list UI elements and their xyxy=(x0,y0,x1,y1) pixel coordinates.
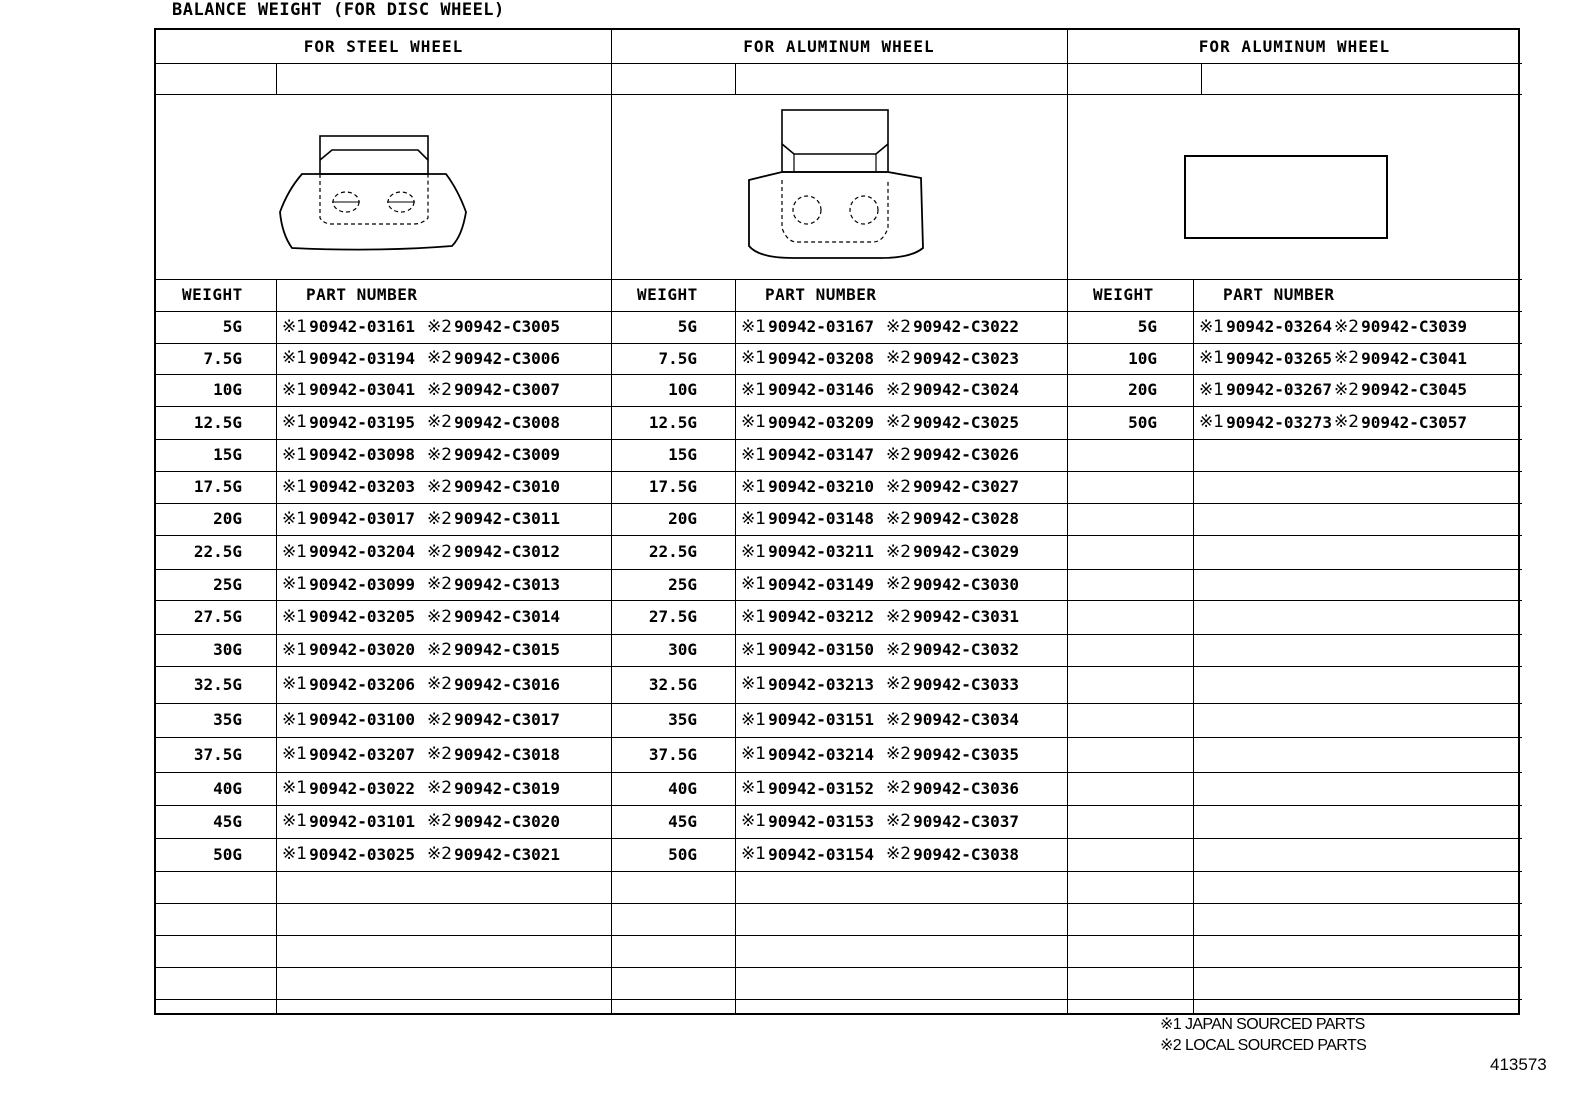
local-part-number: 90942-C3033 xyxy=(913,674,1020,694)
grid-hline xyxy=(156,871,1522,872)
japan-source-mark: ※1 xyxy=(741,541,767,562)
local-part-number: 90942-C3045 xyxy=(1361,380,1468,399)
japan-source-mark: ※1 xyxy=(282,639,308,660)
local-part-number: 90942-C3013 xyxy=(454,574,561,594)
japan-part-number: 90942-03267 xyxy=(1226,380,1333,399)
weight-value: 45G xyxy=(668,811,697,831)
part-number-cell xyxy=(282,406,560,439)
weight-value: 25G xyxy=(213,574,242,594)
part-number-cell xyxy=(741,439,1019,471)
local-source-mark: ※2 xyxy=(886,709,912,730)
document-title: BALANCE WEIGHT (FOR DISC WHEEL) xyxy=(172,0,505,20)
weight-value: 12.5G xyxy=(648,412,697,432)
local-part-number: 90942-C3057 xyxy=(1361,412,1468,432)
weight-value: 7.5G xyxy=(203,348,242,368)
weight-value: 50G xyxy=(213,844,242,864)
local-source-mark: ※2 xyxy=(427,508,453,529)
part-number-cell xyxy=(282,666,560,703)
part-number-cell xyxy=(741,772,1019,805)
local-source-mark: ※2 xyxy=(427,379,453,400)
japan-source-mark: ※1 xyxy=(741,316,767,337)
weight-value: 35G xyxy=(668,710,697,729)
weight-value: 22.5G xyxy=(648,542,697,561)
part-number-column-header: PART NUMBER xyxy=(765,285,877,304)
japan-part-number: 90942-03148 xyxy=(768,509,875,528)
weight-value: 22.5G xyxy=(193,542,242,561)
weight-value: 7.5G xyxy=(658,348,697,368)
local-part-number: 90942-C3023 xyxy=(913,348,1020,368)
japan-source-mark: ※1 xyxy=(741,574,767,594)
local-part-number: 90942-C3038 xyxy=(913,844,1020,864)
japan-part-number: 90942-03101 xyxy=(309,811,416,831)
weight-value: 25G xyxy=(668,574,697,594)
local-source-mark: ※2 xyxy=(886,348,912,368)
japan-source-mark: ※1 xyxy=(741,674,767,694)
local-source-mark: ※2 xyxy=(427,412,453,432)
part-number-cell xyxy=(741,503,1019,535)
japan-source-mark: ※1 xyxy=(741,639,767,660)
adhesive-weight-rectangle-icon xyxy=(1067,94,1522,279)
local-part-number: 90942-C3026 xyxy=(913,445,1020,464)
part-number-cell xyxy=(282,535,560,569)
local-part-number: 90942-C3035 xyxy=(913,744,1020,764)
weight-value: 17.5G xyxy=(648,477,697,496)
section-heading: FOR ALUMINUM WHEEL xyxy=(1198,36,1391,56)
japan-source-mark: ※1 xyxy=(282,709,308,730)
part-number-cell xyxy=(741,805,1019,838)
weight-value: 45G xyxy=(213,811,242,831)
part-number-cell xyxy=(741,703,1019,737)
weight-value: 15G xyxy=(668,445,697,464)
part-number-cell xyxy=(741,406,1019,439)
grid-vline xyxy=(276,63,277,94)
local-source-mark: ※2 xyxy=(427,778,453,798)
japan-source-mark: ※1 xyxy=(282,444,308,465)
steel-wheel-clip-weight-icon xyxy=(156,94,611,279)
japan-source-mark: ※1 xyxy=(741,778,767,798)
japan-part-number: 90942-03150 xyxy=(768,640,875,659)
japan-part-number: 90942-03099 xyxy=(309,574,416,594)
figure-id: 413573 xyxy=(1490,1055,1547,1074)
japan-part-number: 90942-03100 xyxy=(309,710,416,729)
japan-source-mark: ※1 xyxy=(1199,348,1225,368)
local-part-number: 90942-C3010 xyxy=(454,477,561,496)
japan-source-mark: ※1 xyxy=(282,316,308,337)
local-source-mark: ※2 xyxy=(427,476,453,497)
grid-vline xyxy=(735,63,736,94)
part-number-cell xyxy=(741,600,1019,634)
local-source-mark: ※2 xyxy=(886,444,912,465)
japan-source-mark: ※1 xyxy=(741,412,767,432)
japan-part-number: 90942-03161 xyxy=(309,317,416,336)
part-number-cell xyxy=(1199,374,1467,406)
weight-value: 20G xyxy=(213,509,242,528)
local-part-number: 90942-C3018 xyxy=(454,744,561,764)
local-part-number: 90942-C3005 xyxy=(454,317,561,336)
part-number-cell xyxy=(741,471,1019,503)
local-source-mark: ※2 xyxy=(886,811,912,831)
local-source-mark: ※2 xyxy=(886,508,912,529)
local-source-mark: ※2 xyxy=(427,541,453,562)
local-source-mark: ※2 xyxy=(886,476,912,497)
japan-source-mark: ※1 xyxy=(741,444,767,465)
japan-part-number: 90942-03194 xyxy=(309,348,416,368)
grid-vline xyxy=(276,279,277,1015)
local-source-mark: ※2 xyxy=(1334,379,1360,400)
japan-source-mark: ※1 xyxy=(741,379,767,400)
japan-part-number: 90942-03151 xyxy=(768,710,875,729)
japan-source-mark: ※1 xyxy=(741,744,767,764)
balance-weight-table xyxy=(154,28,1520,1015)
weight-value: 5G xyxy=(1137,317,1157,336)
part-number-cell xyxy=(282,439,560,471)
japan-source-mark: ※1 xyxy=(282,574,308,594)
weight-value: 27.5G xyxy=(648,607,697,626)
local-part-number: 90942-C3030 xyxy=(913,574,1020,594)
grid-hline xyxy=(156,999,1522,1000)
weight-value: 5G xyxy=(222,317,242,336)
part-number-cell xyxy=(282,311,560,343)
part-number-cell xyxy=(282,805,560,838)
local-source-mark: ※2 xyxy=(1334,348,1360,368)
japan-part-number: 90942-03206 xyxy=(309,674,416,694)
local-part-number: 90942-C3020 xyxy=(454,811,561,831)
weight-value: 15G xyxy=(213,445,242,464)
japan-source-mark: ※1 xyxy=(282,744,308,764)
local-source-mark: ※2 xyxy=(886,639,912,660)
weight-value: 30G xyxy=(213,640,242,659)
local-source-mark: ※2 xyxy=(427,811,453,831)
japan-part-number: 90942-03207 xyxy=(309,744,416,764)
japan-part-number: 90942-03195 xyxy=(309,412,416,432)
local-part-number: 90942-C3032 xyxy=(913,640,1020,659)
japan-part-number: 90942-03154 xyxy=(768,844,875,864)
local-source-mark: ※2 xyxy=(427,844,453,864)
part-number-cell xyxy=(741,737,1019,772)
japan-source-mark: ※1 xyxy=(282,844,308,864)
weight-column-header: WEIGHT xyxy=(1093,285,1154,304)
japan-source-mark: ※1 xyxy=(282,412,308,432)
part-number-cell xyxy=(282,503,560,535)
local-source-mark: ※2 xyxy=(886,844,912,864)
local-part-number: 90942-C3029 xyxy=(913,542,1020,561)
local-source-mark: ※2 xyxy=(427,348,453,368)
weight-value: 17.5G xyxy=(193,477,242,496)
local-source-mark: ※2 xyxy=(1334,316,1360,337)
japan-part-number: 90942-03209 xyxy=(768,412,875,432)
part-number-cell xyxy=(1199,311,1467,343)
local-part-number: 90942-C3031 xyxy=(913,607,1020,626)
local-source-mark: ※2 xyxy=(886,541,912,562)
japan-part-number: 90942-03167 xyxy=(768,317,875,336)
japan-source-mark: ※1 xyxy=(282,348,308,368)
local-source-mark: ※2 xyxy=(427,444,453,465)
local-part-number: 90942-C3017 xyxy=(454,710,561,729)
section-heading: FOR STEEL WHEEL xyxy=(303,36,464,56)
weight-value: 40G xyxy=(668,778,697,798)
japan-part-number: 90942-03210 xyxy=(768,477,875,496)
japan-source-mark: ※1 xyxy=(741,844,767,864)
japan-part-number: 90942-03098 xyxy=(309,445,416,464)
local-part-number: 90942-C3014 xyxy=(454,607,561,626)
weight-value: 37.5G xyxy=(648,744,697,764)
part-number-cell xyxy=(741,838,1019,871)
grid-hline xyxy=(156,967,1522,968)
local-source-mark: ※2 xyxy=(886,606,912,627)
weight-column-header: WEIGHT xyxy=(637,285,698,304)
weight-value: 27.5G xyxy=(193,607,242,626)
weight-value: 10G xyxy=(668,380,697,399)
japan-source-mark: ※1 xyxy=(741,476,767,497)
japan-source-mark: ※1 xyxy=(282,476,308,497)
japan-source-mark: ※1 xyxy=(741,709,767,730)
part-number-cell xyxy=(282,772,560,805)
weight-value: 10G xyxy=(1128,348,1157,368)
local-part-number: 90942-C3008 xyxy=(454,412,561,432)
local-part-number: 90942-C3007 xyxy=(454,380,561,399)
local-part-number: 90942-C3036 xyxy=(913,778,1020,798)
part-number-cell xyxy=(1199,343,1467,374)
part-number-cell xyxy=(741,374,1019,406)
grid-hline xyxy=(156,935,1522,936)
aluminum-wheel-clip-weight-icon xyxy=(611,94,1067,279)
japan-part-number: 90942-03152 xyxy=(768,778,875,798)
local-source-mark: ※2 xyxy=(886,412,912,432)
grid-hline xyxy=(156,63,1522,64)
local-part-number: 90942-C3016 xyxy=(454,674,561,694)
japan-source-mark: ※1 xyxy=(282,674,308,694)
local-part-number: 90942-C3037 xyxy=(913,811,1020,831)
weight-column-header: WEIGHT xyxy=(182,285,243,304)
grid-vline xyxy=(1201,63,1202,94)
part-number-cell xyxy=(282,343,560,374)
local-source-mark: ※2 xyxy=(427,639,453,660)
part-number-cell xyxy=(282,374,560,406)
japan-part-number: 90942-03265 xyxy=(1226,348,1333,368)
local-part-number: 90942-C3022 xyxy=(913,317,1020,336)
weight-value: 35G xyxy=(213,710,242,729)
part-number-cell xyxy=(282,703,560,737)
japan-source-mark: ※1 xyxy=(282,508,308,529)
local-source-mark: ※2 xyxy=(886,316,912,337)
local-source-mark: ※2 xyxy=(427,316,453,337)
local-source-mark: ※2 xyxy=(1334,412,1360,432)
local-source-mark: ※2 xyxy=(886,744,912,764)
weight-value: 20G xyxy=(1128,380,1157,399)
local-source-mark: ※2 xyxy=(427,674,453,694)
japan-source-mark: ※1 xyxy=(282,379,308,400)
part-number-cell xyxy=(282,600,560,634)
japan-part-number: 90942-03203 xyxy=(309,477,416,496)
local-part-number: 90942-C3039 xyxy=(1361,317,1468,336)
japan-part-number: 90942-03017 xyxy=(309,509,416,528)
part-number-cell xyxy=(741,535,1019,569)
local-part-number: 90942-C3011 xyxy=(454,509,561,528)
local-part-number: 90942-C3041 xyxy=(1361,348,1468,368)
part-number-cell xyxy=(282,569,560,600)
local-part-number: 90942-C3027 xyxy=(913,477,1020,496)
section-heading: FOR ALUMINUM WHEEL xyxy=(743,36,935,56)
local-part-number: 90942-C3034 xyxy=(913,710,1020,729)
japan-part-number: 90942-03147 xyxy=(768,445,875,464)
japan-source-mark: ※1 xyxy=(741,508,767,529)
local-part-number: 90942-C3024 xyxy=(913,380,1020,399)
japan-part-number: 90942-03211 xyxy=(768,542,875,561)
local-part-number: 90942-C3012 xyxy=(454,542,561,561)
japan-part-number: 90942-03204 xyxy=(309,542,416,561)
part-number-cell xyxy=(741,634,1019,666)
part-number-cell xyxy=(282,838,560,871)
local-part-number: 90942-C3021 xyxy=(454,844,561,864)
japan-source-mark: ※1 xyxy=(282,606,308,627)
japan-part-number: 90942-03264 xyxy=(1226,317,1333,336)
local-part-number: 90942-C3009 xyxy=(454,445,561,464)
local-part-number: 90942-C3028 xyxy=(913,509,1020,528)
local-source-mark: ※2 xyxy=(427,744,453,764)
japan-part-number: 90942-03205 xyxy=(309,607,416,626)
japan-part-number: 90942-03208 xyxy=(768,348,875,368)
part-number-cell xyxy=(282,737,560,772)
japan-part-number: 90942-03153 xyxy=(768,811,875,831)
japan-source-mark: ※1 xyxy=(282,541,308,562)
local-source-mark: ※2 xyxy=(886,674,912,694)
japan-part-number: 90942-03020 xyxy=(309,640,416,659)
japan-part-number: 90942-03041 xyxy=(309,380,416,399)
grid-hline xyxy=(156,903,1522,904)
japan-part-number: 90942-03212 xyxy=(768,607,875,626)
weight-value: 40G xyxy=(213,778,242,798)
japan-source-mark: ※1 xyxy=(1199,379,1225,400)
japan-part-number: 90942-03149 xyxy=(768,574,875,594)
part-number-cell xyxy=(282,634,560,666)
legend xyxy=(1160,1014,1366,1056)
legend-item-local: ※2 LOCAL SOURCED PARTS xyxy=(1160,1037,1367,1054)
local-source-mark: ※2 xyxy=(886,574,912,594)
japan-source-mark: ※1 xyxy=(741,348,767,368)
local-source-mark: ※2 xyxy=(427,709,453,730)
japan-part-number: 90942-03022 xyxy=(309,778,416,798)
local-part-number: 90942-C3019 xyxy=(454,778,561,798)
weight-value: 30G xyxy=(668,640,697,659)
part-number-cell xyxy=(741,569,1019,600)
weight-value: 37.5G xyxy=(193,744,242,764)
weight-value: 12.5G xyxy=(193,412,242,432)
japan-source-mark: ※1 xyxy=(741,811,767,831)
japan-source-mark: ※1 xyxy=(282,778,308,798)
local-part-number: 90942-C3006 xyxy=(454,348,561,368)
part-number-column-header: PART NUMBER xyxy=(1223,285,1335,304)
part-number-cell xyxy=(741,311,1019,343)
part-number-cell xyxy=(1199,406,1467,439)
japan-part-number: 90942-03213 xyxy=(768,674,875,694)
local-source-mark: ※2 xyxy=(427,606,453,627)
japan-source-mark: ※1 xyxy=(741,606,767,627)
grid-vline xyxy=(1193,279,1194,1015)
part-number-cell xyxy=(282,471,560,503)
japan-source-mark: ※1 xyxy=(1199,412,1225,432)
weight-value: 10G xyxy=(213,380,242,399)
part-number-column-header: PART NUMBER xyxy=(306,285,418,304)
weight-value: 32.5G xyxy=(648,674,697,694)
japan-part-number: 90942-03214 xyxy=(768,744,875,764)
local-source-mark: ※2 xyxy=(427,574,453,594)
japan-source-mark: ※1 xyxy=(282,811,308,831)
japan-part-number: 90942-03273 xyxy=(1226,412,1333,432)
local-part-number: 90942-C3015 xyxy=(454,640,561,659)
japan-part-number: 90942-03146 xyxy=(768,380,875,399)
weight-value: 50G xyxy=(1128,412,1157,432)
weight-value: 20G xyxy=(668,509,697,528)
part-number-cell xyxy=(741,666,1019,703)
grid-vline xyxy=(735,279,736,1015)
weight-value: 50G xyxy=(668,844,697,864)
local-part-number: 90942-C3025 xyxy=(913,412,1020,432)
part-number-cell xyxy=(741,343,1019,374)
local-source-mark: ※2 xyxy=(886,379,912,400)
weight-value: 5G xyxy=(677,317,697,336)
local-source-mark: ※2 xyxy=(886,778,912,798)
japan-source-mark: ※1 xyxy=(1199,316,1225,337)
weight-value: 32.5G xyxy=(193,674,242,694)
legend-item-japan: ※1 JAPAN SOURCED PARTS xyxy=(1160,1016,1365,1033)
japan-part-number: 90942-03025 xyxy=(309,844,416,864)
